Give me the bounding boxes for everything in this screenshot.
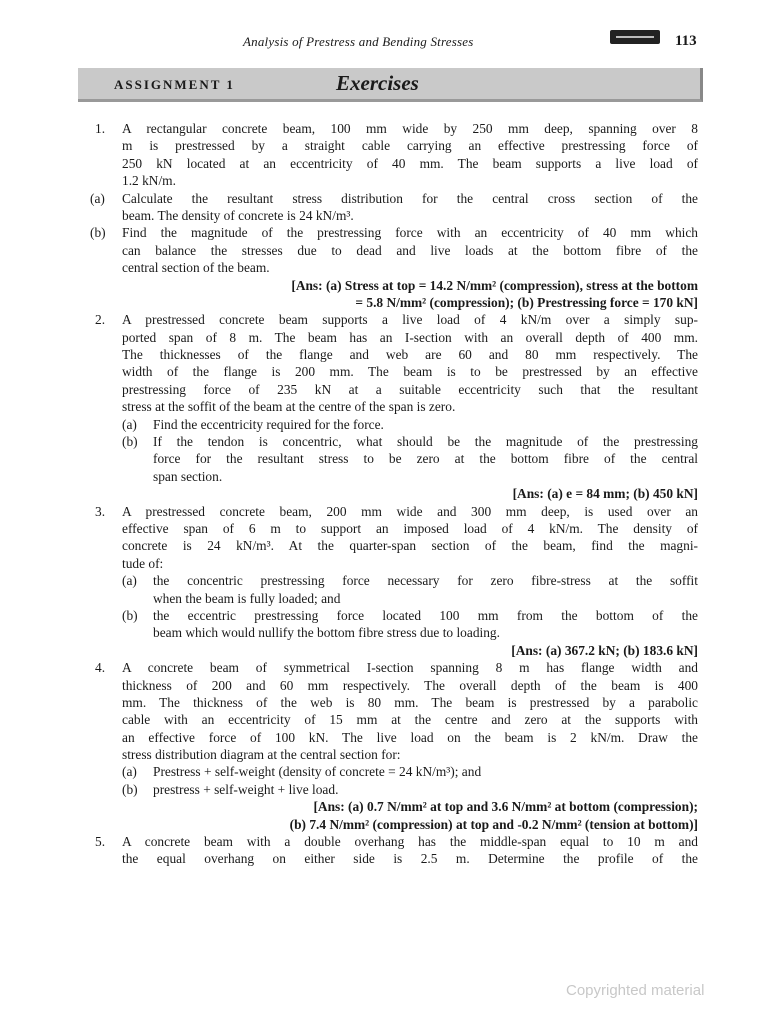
answer-line: = 5.8 N/mm² (compression); (b) Prestressing force = 170 kN] xyxy=(355,294,698,310)
item-marker: 1. xyxy=(95,121,106,136)
line-text: A prestressed concrete beam supports a live load of 4 kN/m over a simply sup- xyxy=(122,312,698,328)
line-text: stress distribution diagram at the central section for: xyxy=(122,747,401,763)
line-text: thickness of 200 and 60 mm respectively. The overall depth of the beam is 400 xyxy=(122,677,698,693)
line-text: cable with an eccentricity of 15 mm at the centre and zero at the supports with xyxy=(122,712,698,728)
line-text: stress at the soffit of the beam at the centre of the span is zero. xyxy=(122,399,456,415)
sub-item-marker: (a) xyxy=(122,573,137,589)
line-text: Prestress + self-weight (density of concrete = 24 kN/m³); and xyxy=(153,764,482,780)
banner-label: ASSIGNMENT 1 xyxy=(114,77,235,92)
line-text: effective span of 6 m to support an imposed load of 4 kN/m. The density of xyxy=(122,520,698,536)
item-marker: 4. xyxy=(95,660,106,676)
line-text: the eccentric prestressing force located 100 mm from the bottom of the xyxy=(153,607,698,623)
sub-item-marker: (b) xyxy=(122,607,138,623)
text-line xyxy=(0,659,768,676)
line-text: beam. The density of concrete is 24 kN/m³. xyxy=(122,207,354,223)
line-text: Find the magnitude of the prestressing force with an eccentricity of 40 mm which xyxy=(122,225,698,241)
line-text: ported span of 8 m. The beam has an I-section with an overall depth of 400 mm. xyxy=(122,329,698,345)
text-line xyxy=(0,624,768,641)
text-line xyxy=(0,155,768,172)
text-line xyxy=(0,642,768,659)
assignment-banner xyxy=(78,68,703,102)
text-line xyxy=(0,172,768,189)
text-line xyxy=(0,433,768,450)
sub-item-marker: (a) xyxy=(122,416,137,432)
chapter-tab-mark xyxy=(610,30,660,44)
line-text: 1.2 kN/m. xyxy=(122,173,176,189)
text-line xyxy=(0,572,768,589)
exercise-body xyxy=(0,120,768,868)
text-line xyxy=(0,833,768,850)
text-line xyxy=(0,520,768,537)
line-text: force for the resultant stress to be zero at the bottom fibre of the central xyxy=(153,451,698,467)
item-marker: (b) xyxy=(90,225,106,241)
item-marker: 5. xyxy=(95,834,106,850)
item-marker: 3. xyxy=(95,503,106,519)
text-line xyxy=(0,259,768,276)
line-text: prestress + self-weight + live load. xyxy=(153,781,339,797)
text-line xyxy=(0,694,768,711)
copyright-watermark: Copyrighted material xyxy=(566,982,705,999)
answer-line: [Ans: (a) 0.7 N/mm² at top and 3.6 N/mm² at bottom (compression); xyxy=(313,799,698,815)
line-text: width of the flange is 200 mm. The beam is to be prestressed by an effective xyxy=(122,364,698,380)
text-line xyxy=(0,537,768,554)
line-text: m is prestressed by a straight cable carrying an effective prestressing force of xyxy=(122,138,698,154)
item-marker: (a) xyxy=(90,190,105,206)
text-line xyxy=(0,346,768,363)
line-text: A concrete beam with a double overhang has the middle-span equal to 10 m and xyxy=(122,834,698,850)
line-text: If the tendon is concentric, what should be the magnitude of the prestressing xyxy=(153,434,698,450)
line-text: A prestressed concrete beam, 200 mm wide and 300 mm deep, is used over an xyxy=(122,503,698,519)
text-line xyxy=(0,590,768,607)
text-line xyxy=(0,677,768,694)
answer-line: [Ans: (a) e = 84 mm; (b) 450 kN] xyxy=(512,486,698,502)
text-line xyxy=(0,363,768,380)
answer-line: (b) 7.4 N/mm² (compression) at top and -0.2 N/mm² (tension at bottom)] xyxy=(289,816,698,832)
line-text: tude of: xyxy=(122,555,164,571)
text-line xyxy=(0,450,768,467)
line-text: A concrete beam of symmetrical I-section spanning 8 m has flange width and xyxy=(122,660,698,676)
sub-item-marker: (b) xyxy=(122,434,138,450)
line-text: when the beam is fully loaded; and xyxy=(153,590,341,606)
text-line xyxy=(0,850,768,867)
text-line xyxy=(0,311,768,328)
line-text: Find the eccentricity required for the force. xyxy=(153,416,384,432)
text-line xyxy=(0,485,768,502)
line-text: prestressing force of 235 kN at a suitable eccentricity such that the resultant xyxy=(122,381,698,397)
item-marker: 2. xyxy=(95,312,106,328)
line-text: 250 kN located at an eccentricity of 40 mm. The beam supports a live load of xyxy=(122,155,698,171)
text-line xyxy=(0,190,768,207)
text-line xyxy=(0,207,768,224)
page-number: 113 xyxy=(675,33,697,49)
text-line xyxy=(0,381,768,398)
text-line xyxy=(0,398,768,415)
answer-line: [Ans: (a) 367.2 kN; (b) 183.6 kN] xyxy=(511,642,698,658)
text-line xyxy=(0,729,768,746)
answer-line: [Ans: (a) Stress at top = 14.2 N/mm² (compression), stress at the bottom xyxy=(291,277,698,293)
line-text: beam which would nullify the bottom fibre stress due to loading. xyxy=(153,625,500,641)
line-text: A rectangular concrete beam, 100 mm wide by 250 mm deep, spanning over 8 xyxy=(122,121,698,136)
banner-title: Exercises xyxy=(336,71,419,95)
text-line xyxy=(0,816,768,833)
text-line xyxy=(0,224,768,241)
text-line xyxy=(0,781,768,798)
text-line xyxy=(0,242,768,259)
running-head: Analysis of Prestress and Bending Stresses xyxy=(243,34,474,49)
line-text: the concentric prestressing force necessary for zero fibre-stress at the soffit xyxy=(153,573,698,589)
text-line xyxy=(0,137,768,154)
text-line xyxy=(0,329,768,346)
text-line xyxy=(0,711,768,728)
text-line xyxy=(0,555,768,572)
text-line xyxy=(0,277,768,294)
line-text: Calculate the resultant stress distribution for the central cross section of the xyxy=(122,190,698,206)
line-text: The thicknesses of the flange and web are 60 and 80 mm respectively. The xyxy=(122,347,698,363)
text-line xyxy=(0,798,768,815)
text-line xyxy=(0,503,768,520)
text-line xyxy=(0,607,768,624)
line-text: span section. xyxy=(153,468,223,484)
text-line xyxy=(0,416,768,433)
line-text: central section of the beam. xyxy=(122,260,270,276)
line-text: the equal overhang on either side is 2.5 m. Determine the profile of the xyxy=(122,851,698,867)
text-line xyxy=(0,468,768,485)
text-line xyxy=(0,294,768,311)
line-text: an effective force of 100 kN. The live load on the beam is 2 kN/m. Draw the xyxy=(122,729,698,745)
line-text: can balance the stresses due to dead and live loads at the bottom fibre of the xyxy=(122,242,698,258)
sub-item-marker: (b) xyxy=(122,781,138,797)
line-text: concrete is 24 kN/m³. At the quarter-span section of the beam, find the magni- xyxy=(122,538,698,554)
text-line xyxy=(0,763,768,780)
sub-item-marker: (a) xyxy=(122,764,137,780)
text-line xyxy=(0,746,768,763)
text-line xyxy=(0,120,768,137)
line-text: mm. The thickness of the web is 80 mm. The beam is prestressed by a parabolic xyxy=(122,694,698,710)
